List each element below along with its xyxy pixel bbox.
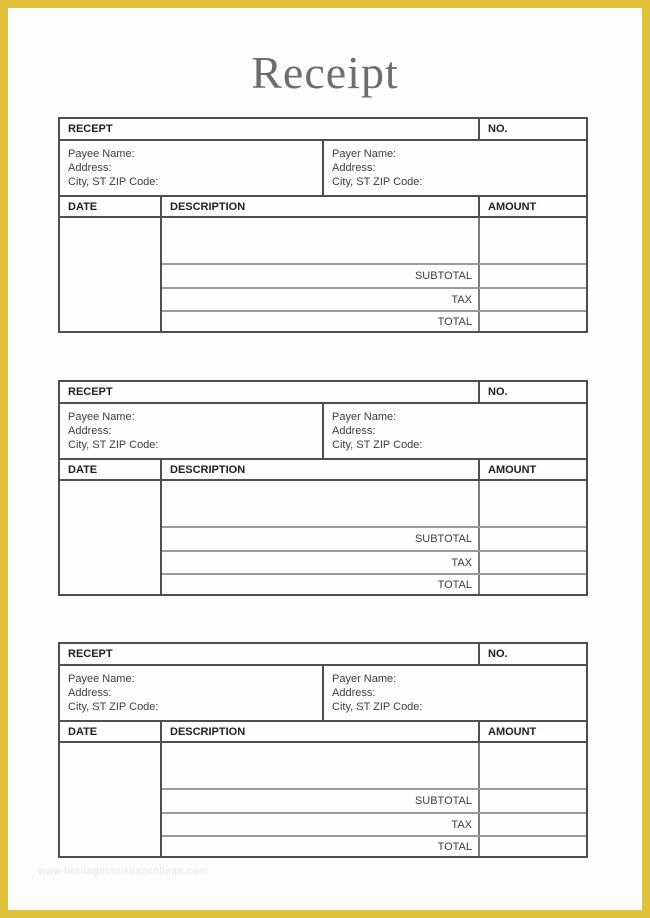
- payee-name-label: Payee Name:: [68, 411, 135, 423]
- payer-address-label: Address:: [332, 162, 376, 174]
- receipt-no-cell: [478, 644, 586, 664]
- receipt-block-3: [58, 642, 588, 858]
- total-value-field[interactable]: [478, 575, 586, 594]
- tax-label: TAX: [451, 556, 472, 569]
- receipt-header-row: [60, 119, 586, 141]
- date-field[interactable]: [60, 218, 162, 331]
- tax-value-field[interactable]: [478, 814, 586, 835]
- date-column-header: DATE: [60, 197, 162, 216]
- receipt-block-1: [58, 117, 588, 333]
- payer-name-label: Payer Name:: [332, 148, 397, 160]
- payee-section[interactable]: [60, 141, 324, 195]
- tax-label: TAX: [451, 818, 472, 831]
- subtotal-label: SUBTOTAL: [414, 795, 472, 807]
- tax-value-field[interactable]: [478, 552, 586, 573]
- receipt-header-row: [60, 382, 586, 404]
- payer-section[interactable]: [324, 404, 586, 458]
- payer-city-label: City, ST ZIP Code:: [332, 439, 423, 451]
- description-column-header: DESCRIPTION: [170, 725, 246, 738]
- payer-address-label: Address:: [332, 687, 376, 699]
- no-value-field[interactable]: [508, 382, 586, 402]
- no-label: NO.: [488, 648, 508, 660]
- tax-value-field[interactable]: [478, 289, 586, 310]
- payee-city-label: City, ST ZIP Code:: [68, 439, 159, 451]
- subtotal-value-field[interactable]: [478, 790, 586, 812]
- subtotal-row: [162, 528, 586, 552]
- total-label: TOTAL: [437, 315, 472, 328]
- payee-name-label: Payee Name:: [68, 673, 135, 685]
- tax-row: [162, 814, 586, 837]
- table-header-row: [60, 460, 586, 481]
- subtotal-row: [162, 265, 586, 289]
- payee-address-label: Address:: [68, 162, 112, 174]
- payer-city-label: City, ST ZIP Code:: [332, 176, 423, 188]
- amount-field[interactable]: [478, 743, 586, 788]
- table-body: [60, 743, 586, 856]
- entry-row: [162, 218, 586, 265]
- payee-section[interactable]: [60, 404, 324, 458]
- subtotal-label: SUBTOTAL: [414, 533, 472, 545]
- description-field[interactable]: [162, 743, 478, 788]
- receipt-header-label: RECEPT: [68, 648, 113, 660]
- table-body-right: [162, 218, 586, 331]
- amount-field[interactable]: [478, 218, 586, 263]
- subtotal-row: [162, 790, 586, 814]
- payer-section[interactable]: [324, 666, 586, 720]
- amount-field[interactable]: [478, 481, 586, 526]
- amount-column-header: AMOUNT: [478, 197, 586, 216]
- table-body-right: [162, 481, 586, 594]
- payee-city-label: City, ST ZIP Code:: [68, 701, 159, 713]
- subtotal-value-field[interactable]: [478, 265, 586, 287]
- table-header-row: [60, 722, 586, 743]
- payer-name-label: Payer Name:: [332, 673, 397, 685]
- no-label: NO.: [488, 123, 508, 135]
- total-value-field[interactable]: [478, 312, 586, 331]
- receipt-header-label: RECEPT: [68, 386, 113, 398]
- entry-row: [162, 481, 586, 528]
- parties-row: [60, 141, 586, 197]
- payer-name-label: Payer Name:: [332, 411, 397, 423]
- receipt-header-row: [60, 644, 586, 666]
- table-body: [60, 218, 586, 331]
- receipt-header-label: RECEPT: [68, 123, 113, 135]
- date-column-header: DATE: [60, 722, 162, 741]
- table-header-row: [60, 197, 586, 218]
- total-value-field[interactable]: [478, 837, 586, 856]
- total-row: [162, 575, 586, 594]
- payee-city-label: City, ST ZIP Code:: [68, 176, 159, 188]
- amount-column-header: AMOUNT: [478, 460, 586, 479]
- description-column-header: DESCRIPTION: [170, 463, 246, 476]
- no-value-field[interactable]: [508, 119, 586, 139]
- date-field[interactable]: [60, 481, 162, 594]
- description-field[interactable]: [162, 481, 478, 526]
- description-field[interactable]: [162, 218, 478, 263]
- table-body-right: [162, 743, 586, 856]
- total-label: TOTAL: [437, 840, 472, 853]
- date-column-header: DATE: [60, 460, 162, 479]
- date-field[interactable]: [60, 743, 162, 856]
- payee-section[interactable]: [60, 666, 324, 720]
- parties-row: [60, 666, 586, 722]
- no-label: NO.: [488, 386, 508, 398]
- amount-column-header: AMOUNT: [478, 722, 586, 741]
- payee-address-label: Address:: [68, 425, 112, 437]
- payee-name-label: Payee Name:: [68, 148, 135, 160]
- tax-row: [162, 289, 586, 312]
- payer-address-label: Address:: [332, 425, 376, 437]
- subtotal-value-field[interactable]: [478, 528, 586, 550]
- page-title: Receipt: [251, 47, 399, 98]
- parties-row: [60, 404, 586, 460]
- description-column-header: DESCRIPTION: [170, 200, 246, 213]
- tax-row: [162, 552, 586, 575]
- tax-label: TAX: [451, 293, 472, 306]
- total-row: [162, 837, 586, 856]
- total-row: [162, 312, 586, 331]
- receipt-no-cell: [478, 119, 586, 139]
- payer-city-label: City, ST ZIP Code:: [332, 701, 423, 713]
- payee-address-label: Address:: [68, 687, 112, 699]
- subtotal-label: SUBTOTAL: [414, 270, 472, 282]
- no-value-field[interactable]: [508, 644, 586, 664]
- watermark-text: www.heritagechristiancollege.com: [38, 866, 208, 877]
- table-body: [60, 481, 586, 594]
- total-label: TOTAL: [437, 578, 472, 591]
- entry-row: [162, 743, 586, 790]
- payer-section[interactable]: [324, 141, 586, 195]
- receipt-block-2: [58, 380, 588, 596]
- receipt-no-cell: [478, 382, 586, 402]
